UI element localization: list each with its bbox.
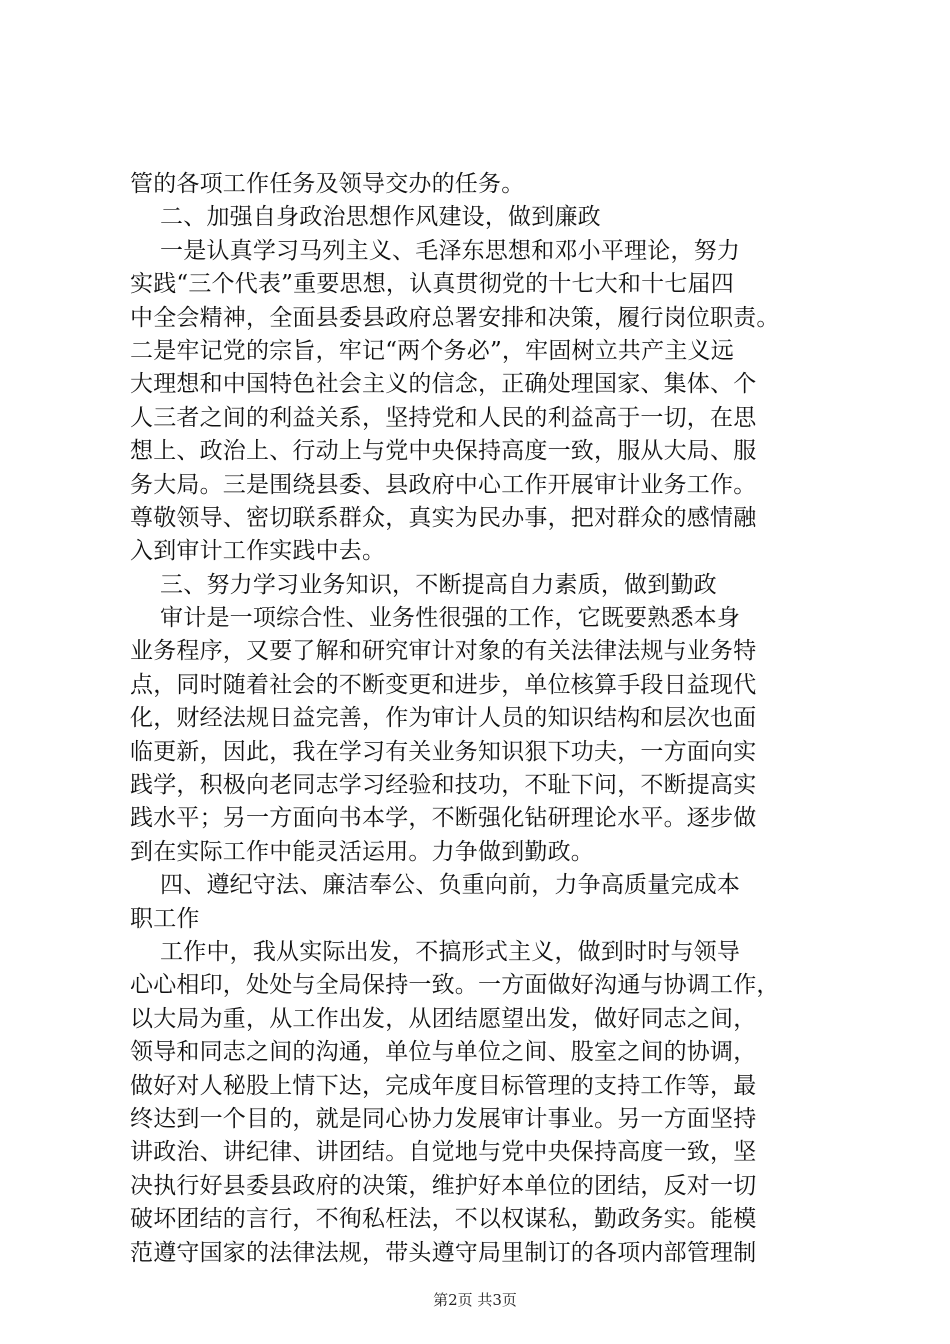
text-line: 临更新，因此，我在学习有关业务知识狠下功夫，一方面向实 [130, 738, 757, 765]
text-line: 践水平；另一方面向书本学，不断强化钻研理论水平。逐步做 [130, 805, 757, 832]
text-line: 范遵守国家的法律法规，带头遵守局里制订的各项内部管理制 [130, 1239, 757, 1266]
text-line: 大理想和中国特色社会主义的信念，正确处理国家、集体、个 [130, 371, 757, 398]
text-line: 想上、政治上、行动上与党中央保持高度一致，服从大局、服 [130, 438, 757, 465]
text-line: 一是认真学习马列主义、毛泽东思想和邓小平理论，努力 [130, 237, 741, 264]
text-line: 人三者之间的利益关系，坚持党和人民的利益高于一切，在思 [130, 404, 757, 431]
text-line: 践学，积极向老同志学习经验和技功，不耻下问，不断提高实 [130, 772, 757, 799]
text-line: 入到审计工作实践中去。 [130, 538, 386, 565]
text-line: 审计是一项综合性、业务性很强的工作，它既要熟悉本身 [130, 605, 741, 632]
text-line: 尊敬领导、密切联系群众，真实为民办事，把对群众的感情融 [130, 504, 757, 531]
text-line: 管的各项工作任务及领导交办的任务。 [130, 171, 525, 197]
text-line: 心心相印，处处与全局保持一致。一方面做好沟通与协调工作， [130, 972, 780, 999]
text-line: 破坏团结的言行，不徇私枉法，不以权谋私，勤政务实。能模 [130, 1206, 757, 1233]
section-heading-4-cont: 职工作 [130, 905, 200, 932]
page-footer: 第2页 共3页 [433, 1291, 517, 1309]
text-line: 到在实际工作中能灵活运用。力争做到勤政。 [130, 838, 594, 865]
document-body [130, 168, 850, 1270]
text-line: 工作中，我从实际出发，不搞形式主义，做到时时与领导 [130, 938, 741, 965]
text-line: 讲政治、讲纪律、讲团结。自觉地与党中央保持高度一致，坚 [130, 1139, 757, 1166]
text-line: 终达到一个目的，就是同心协力发展审计事业。另一方面坚持 [130, 1105, 757, 1132]
section-heading-3: 三、努力学习业务知识，不断提高自力素质，做到勤政 [130, 571, 717, 598]
text-line: 决执行好县委县政府的决策，维护好本单位的团结，反对一切 [130, 1172, 757, 1199]
text-line: 中全会精神，全面县委县政府总署安排和决策，履行岗位职责。 [130, 304, 780, 331]
text-line: 业务程序，又要了解和研究审计对象的有关法律法规与业务特 [130, 638, 757, 665]
text-line: 化，财经法规日益完善，作为审计人员的知识结构和层次也面 [130, 705, 757, 732]
text-line: 实践“三个代表”重要思想，认真贯彻党的十七大和十七届四 [130, 271, 734, 298]
section-heading-2: 二、加强自身政治思想作风建设，做到廉政 [130, 204, 601, 231]
text-line: 做好对人秘股上情下达，完成年度目标管理的支持工作等，最 [130, 1072, 757, 1099]
text-line: 二是牢记党的宗旨，牢记“两个务必”，牢固树立共产主义远 [130, 337, 734, 364]
text-line: 以大局为重，从工作出发，从团结愿望出发，做好同志之间， [130, 1005, 757, 1032]
text-line: 点，同时随着社会的不断变更和进步，单位核算手段日益现代 [130, 671, 757, 698]
text-line: 领导和同志之间的沟通，单位与单位之间、股室之间的协调， [130, 1039, 757, 1066]
text-line: 务大局。三是围绕县委、县政府中心工作开展审计业务工作。 [130, 471, 757, 498]
section-heading-4: 四、遵纪守法、廉洁奉公、负重向前，力争高质量完成本 [130, 872, 741, 899]
